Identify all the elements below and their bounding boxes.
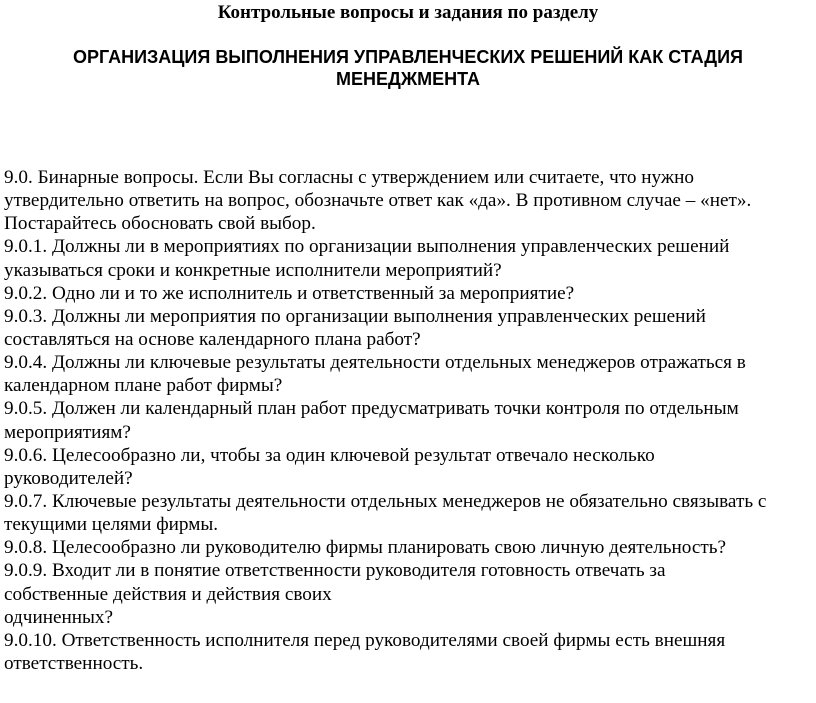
- text-line: 9.0.1. Должны ли в мероприятиях по организации выполнения управленческих решений: [4, 236, 730, 258]
- text-line: 9.0.5. Должен ли календарный план работ предусматривать точки контроля по отдельным: [4, 398, 739, 420]
- text-line: 9.0. Бинарные вопросы. Если Вы согласны с утверждением или считаете, что нужно: [4, 167, 694, 188]
- text-line: собственные действия и действия своих: [4, 583, 332, 605]
- text-line: 9.0.7. Ключевые результаты деятельности отдельных менеджеров не обязательно связывать с: [4, 490, 767, 512]
- text-line: 9.0.4. Должны ли ключевые результаты деятельности отдельных менеджеров отражаться в: [4, 352, 746, 374]
- text-line: 9.0.9. Входит ли в понятие ответственности руководителя готовность отвечать за: [4, 560, 666, 582]
- text-line: мероприятиям?: [4, 421, 131, 443]
- text-line: 9.0.3. Должны ли мероприятия по организации выполнения управленческих решений: [4, 305, 706, 327]
- text-line: составляться на основе календарного плана работ?: [4, 328, 421, 350]
- text-line: календарном плане работ фирмы?: [4, 375, 283, 397]
- text-line: ответственность.: [4, 652, 144, 674]
- section-title: [0, 46, 816, 90]
- text-line: одчиненных?: [4, 606, 114, 628]
- text-line: руководителей?: [4, 467, 133, 489]
- text-line: текущими целями фирмы.: [4, 514, 219, 536]
- section-title-line-1: ОРГАНИЗАЦИЯ ВЫПОЛНЕНИЯ УПРАВЛЕНЧЕСКИХ РЕШЕНИЙ КАК СТАДИЯ: [73, 47, 743, 67]
- questions-body: [4, 166, 814, 675]
- section-title-line-2: МЕНЕДЖМЕНТА: [336, 69, 480, 89]
- text-line: 9.0.2. Одно ли и то же исполнитель и ответственный за мероприятие?: [4, 282, 575, 304]
- text-line: 9.0.6. Целесообразно ли, чтобы за один ключевой результат отвечало несколько: [4, 444, 655, 466]
- section-subtitle: Контрольные вопросы и задания по разделу: [217, 2, 599, 23]
- text-line: Постарайтесь обосновать свой выбор.: [4, 213, 316, 235]
- text-line: утвердительно ответить на вопрос, обозначьте ответ как «да». В противном случае – «нет».: [4, 190, 752, 212]
- text-line: указываться сроки и конкретные исполнители мероприятий?: [4, 259, 502, 281]
- text-line: 9.0.10. Ответственность исполнителя перед руководителями своей фирмы есть внешняя: [4, 629, 726, 651]
- text-line: 9.0.8. Целесообразно ли руководителю фирмы планировать свою личную деятельность?: [4, 537, 727, 559]
